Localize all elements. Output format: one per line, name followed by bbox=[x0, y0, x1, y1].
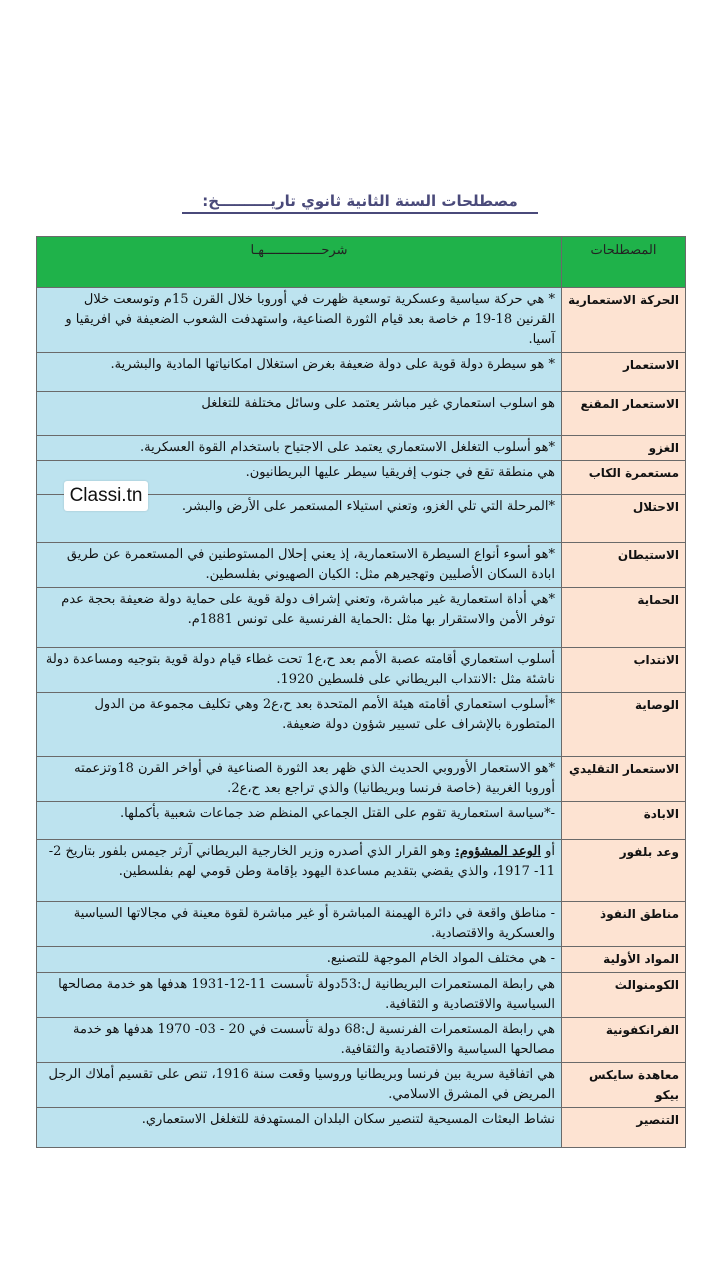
header-definitions: شرحـــــــــــــــهـا bbox=[37, 237, 562, 288]
definition-cell: هو اسلوب استعماري غير مباشر يعتمد على وسائل مختلفة للتغلغل bbox=[37, 392, 562, 436]
term-cell: الوصاية bbox=[562, 693, 686, 757]
term-cell: وعد بلفور bbox=[562, 840, 686, 902]
term-cell: الاستيطان bbox=[562, 543, 686, 588]
definition-cell: هي رابطة المستعمرات البريطانية ل:53دولة تأسست 11-12-1931 هدفها هو خدمة مصالحها السياسية والاقتصادية و الثقافية. bbox=[37, 973, 562, 1018]
table-header-row bbox=[37, 237, 686, 288]
definition-cell: * هي حركة سياسية وعسكرية توسعية ظهرت في أوروبا خلال القرن 15م وتوسعت خلال القرنين 18-19 م خاصة بعد قيام الثورة الصناعية، واستهدفت الشعوب الضعيفة في افريقيا و آسيا. bbox=[37, 288, 562, 353]
term-cell: الحركة الاستعمارية bbox=[562, 288, 686, 353]
table-row bbox=[37, 588, 686, 648]
table-row bbox=[37, 436, 686, 461]
table-row bbox=[37, 693, 686, 757]
term-cell: معاهدة سايكس بيكو bbox=[562, 1063, 686, 1108]
header-terms: المصطلحات bbox=[562, 237, 686, 288]
table-row bbox=[37, 902, 686, 947]
term-cell: الكومنوالث bbox=[562, 973, 686, 1018]
table-row bbox=[37, 947, 686, 973]
definition-cell: *هو أسلوب التغلغل الاستعماري يعتمد على الاجتياح باستخدام القوة العسكرية. bbox=[37, 436, 562, 461]
definition-emphasis: الوعد المشؤوم: bbox=[455, 844, 541, 859]
definition-cell: هي اتفاقية سرية بين فرنسا وبريطانيا وروسيا وقعت سنة 1916، تنص على تقسيم أملاك الرجل المريض في المشرق الاسلامي. bbox=[37, 1063, 562, 1108]
definition-cell: *أسلوب استعماري أقامته هيئة الأمم المتحدة بعد ح،ع2 وهي تكليف مجموعة من الدول المتطورة بالإشراف على تسيير شؤون دولة ضعيفة. bbox=[37, 693, 562, 757]
definition-cell: *هي أداة استعمارية غير مباشرة، وتعني إشراف دولة قوية على حماية دولة ضعيفة بحجة عدم توفر الأمن والاستقرار بها مثل :الحماية الفرنسية على تونس 1881م. bbox=[37, 588, 562, 648]
table-row bbox=[37, 1063, 686, 1108]
table-row bbox=[37, 802, 686, 840]
watermark-logo: Classi.tn bbox=[64, 481, 148, 511]
definition-cell: *المرحلة التي تلي الغزو، وتعني استيلاء المستعمر على الأرض والبشر. bbox=[37, 495, 562, 543]
term-cell: مستعمرة الكاب bbox=[562, 461, 686, 495]
table-row bbox=[37, 1108, 686, 1148]
table-row bbox=[37, 543, 686, 588]
glossary-table bbox=[36, 236, 686, 1148]
term-cell: الحماية bbox=[562, 588, 686, 648]
definition-prefix: أو bbox=[545, 844, 555, 859]
term-cell: الاحتلال bbox=[562, 495, 686, 543]
definition-cell: هي منطقة تقع في جنوب إفريقيا سيطر عليها البريطانيون. bbox=[37, 461, 562, 495]
definition-text: وهو القرار الذي أصدره وزير الخارجية البريطاني آرثر جيمس بلفور بتاريخ 2-11- 1917، والذي يقضي بتقديم مساعدة اليهود بإقامة وطن قومي لهم بفلسطين. bbox=[48, 844, 555, 879]
term-cell: التنصير bbox=[562, 1108, 686, 1148]
table-row bbox=[37, 1018, 686, 1063]
term-cell: مناطق النفوذ bbox=[562, 902, 686, 947]
table-row bbox=[37, 840, 686, 902]
definition-cell: * هو سيطرة دولة قوية على دولة ضعيفة بغرض استغلال امكانياتها المادية والبشرية. bbox=[37, 353, 562, 392]
table-row bbox=[37, 353, 686, 392]
table-row bbox=[37, 288, 686, 353]
term-cell: الغزو bbox=[562, 436, 686, 461]
term-cell: الاستعمار bbox=[562, 353, 686, 392]
definition-cell: - مناطق واقعة في دائرة الهيمنة المباشرة أو غير مباشرة لقوة معينة في مجالاتها السياسية والعسكرية والاقتصادية. bbox=[37, 902, 562, 947]
definition-cell: -*سياسة استعمارية تقوم على القتل الجماعي المنظم ضد جماعات شعبية بأكملها. bbox=[37, 802, 562, 840]
term-cell: الاستعمار المقنع bbox=[562, 392, 686, 436]
table-row bbox=[37, 973, 686, 1018]
term-cell: الفرانكفونية bbox=[562, 1018, 686, 1063]
term-cell: الاستعمار التقليدي bbox=[562, 757, 686, 802]
term-cell: المواد الأولية bbox=[562, 947, 686, 973]
document-title-text: مصطلحات السنة الثانية ثانوي تاريــــــــــخ: bbox=[182, 192, 538, 214]
definition-cell: هي رابطة المستعمرات الفرنسية ل:68 دولة تأسست في 20 - 03- 1970 هدفها هو خدمة مصالحها السياسية والاقتصادية والثقافية. bbox=[37, 1018, 562, 1063]
table-row bbox=[37, 648, 686, 693]
table-row bbox=[37, 757, 686, 802]
definition-cell: *هو أسوء أنواع السيطرة الاستعمارية، إذ يعني إحلال المستوطنين في المستعمرة عن طريق ابادة السكان الأصليين وتهجيرهم مثل: الكيان الصهيوني بفلسطين. bbox=[37, 543, 562, 588]
term-cell: الابادة bbox=[562, 802, 686, 840]
table-row bbox=[37, 392, 686, 436]
document-title bbox=[0, 192, 720, 210]
definition-cell: أسلوب استعماري أقامته عصبة الأمم بعد ح،ع1 تحت غطاء قيام دولة قوية بتوجيه ومساعدة دولة ناشئة مثل :الانتداب البريطاني على فلسطين 1920. bbox=[37, 648, 562, 693]
term-cell: الانتداب bbox=[562, 648, 686, 693]
definition-cell bbox=[37, 840, 562, 902]
definition-cell: نشاط البعثات المسيحية لتنصير سكان البلدان المستهدفة للتغلغل الاستعماري. bbox=[37, 1108, 562, 1148]
definition-cell: *هو الاستعمار الأوروبي الحديث الذي ظهر بعد الثورة الصناعية في أواخر القرن 18وتزعمته أوروبا الغربية (خاصة فرنسا وبريطانيا) والذي تراجع بعد ح،ع2. bbox=[37, 757, 562, 802]
definition-cell: - هي مختلف المواد الخام الموجهة للتصنيع. bbox=[37, 947, 562, 973]
